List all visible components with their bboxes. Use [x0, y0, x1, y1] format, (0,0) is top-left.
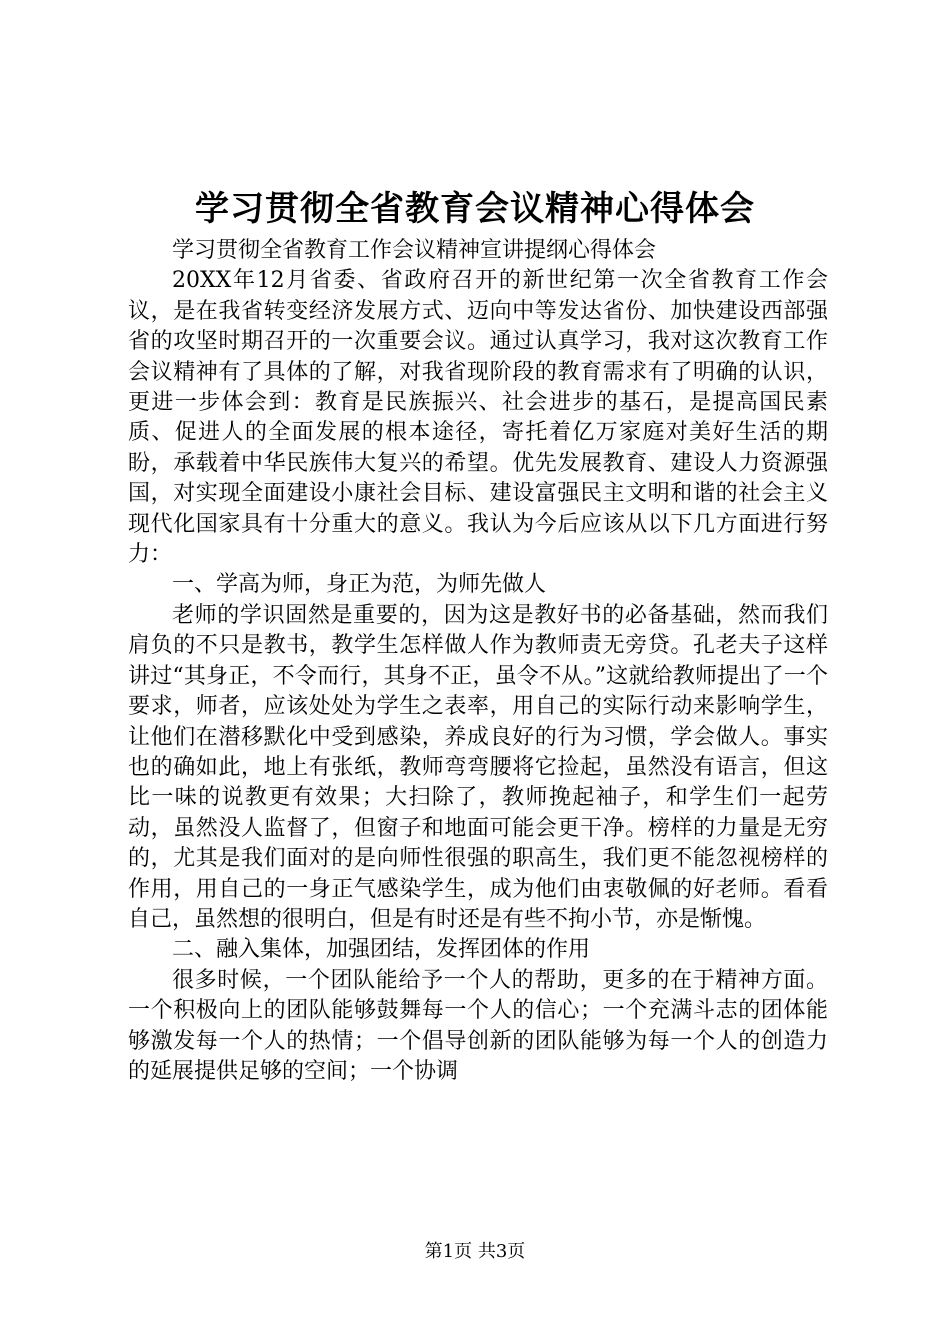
- document-subtitle: 学习贯彻全省教育工作会议精神宣讲提纲心得体会: [172, 238, 657, 263]
- section-heading-1: 一、学高为师，身正为范，为师先做人: [172, 572, 547, 598]
- paragraph-intro: 20XX年12月省委、省政府召开的新世纪第一次全省教育工作会议，是在我省转变经济发展方式、迈向中等发达省份、加快建设西部强省的攻坚时期召开的一次重要会议。通过认真学习，我对这次教育工作会议精神有了具体的了解，对我省现阶段的教育需求有了明确的认识，更进一步体会到：教育是民族振兴、社会进步的基石，是提高国民素质、促进人的全面发展的根本途径，寄托着亿万家庭对美好生活的期盼，承载着中华民族伟大复兴的希望。优先发展教育、建设人力资源强国，对实现全面建设小康社会目标、建设富强民主文明和谐的社会主义现代化国家具有十分重大的意义。我认为今后应该从以下几方面进行努力：: [128, 268, 828, 568]
- paragraph-section-1: 老师的学识固然是重要的，因为这是教好书的必备基础，然而我们肩负的不只是教书，教学生怎样做人作为教师责无旁贷。孔老夫子这样讲过“其身正，不令而行，其身不正，虽令不从。”这就给教师提出了一个要求，师者，应该处处为学生之表率，用自己的实际行动来影响学生，让他们在潜移默化中受到感染，养成良好的行为习惯，学会做人。事实也的确如此，地上有张纸，教师弯弯腰将它捡起，虽然没有语言，但这比一味的说教更有效果；大扫除了，教师挽起袖子，和学生们一起劳动，虽然没人监督了，但窗子和地面可能会更干净。榜样的力量是无穷的，尤其是我们面对的是向师性很强的职高生，我们更不能忽视榜样的作用，用自己的一身正气感染学生，成为他们由衷敬佩的好老师。看看自己，虽然想的很明白，但是有时还是有些不拘小节，亦是惭愧。: [128, 602, 828, 932]
- page-number-footer: 第1页 共3页: [424, 1241, 526, 1262]
- document-body: [128, 236, 828, 1087]
- document-title: 学习贯彻全省教育会议精神心得体会: [195, 189, 755, 229]
- section-heading-2: 二、融入集体，加强团结，发挥团体的作用: [172, 937, 591, 963]
- paragraph-section-2: 很多时候，一个团队能给予一个人的帮助，更多的在于精神方面。一个积极向上的团队能够鼓舞每一个人的信心；一个充满斗志的团体能够激发每一个人的热情；一个倡导创新的团队能够为每一个人的创造力的延展提供足够的空间；一个协调: [128, 967, 828, 1084]
